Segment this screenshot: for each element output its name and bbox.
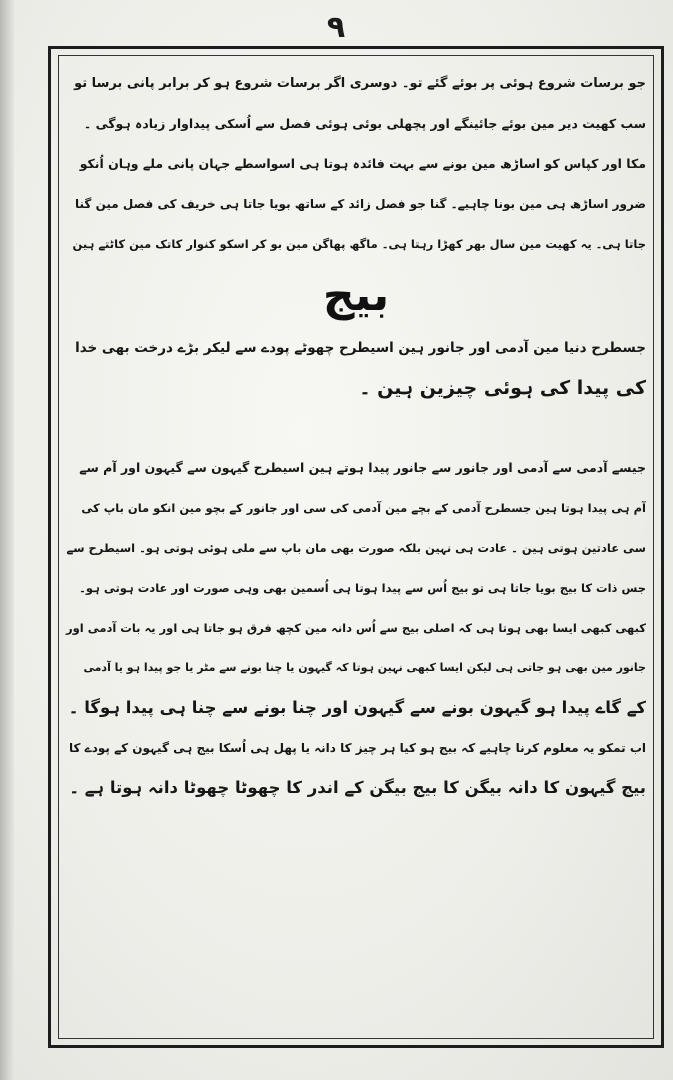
paragraph-2: [62, 328, 650, 408]
text-line: کی پیدا کی ہوئی چیزین ہین ۔: [359, 377, 646, 399]
paragraph-1: [62, 64, 650, 264]
page-number: ۹: [326, 10, 346, 45]
body-text: [62, 64, 650, 808]
text-line: جانور مین بھی ہو جاتی ہی لیکن ایسا کبھی نہین ہوتا کہ گیہون یا چنا بونے سے مٹر یا جو پیدا ہو یا آدمی: [83, 661, 646, 674]
section-heading: بیج: [322, 270, 390, 321]
text-line: سب کھیت دیر مین بوئے جائینگے اور پچھلی بوئی ہوئی فصل سے اُسکی پیداوار زیادہ ہوگی ۔: [83, 116, 646, 131]
paragraph-spacer: [62, 408, 650, 448]
text-line: ضرور اساڑھ ہی مین بونا چاہیے۔ گنا جو فصل زائد کے ساتھ بویا جاتا ہی خریف کی فصل مین گنا: [75, 197, 646, 211]
page-shadow-edge: [0, 0, 14, 1080]
text-line: جس ذات کا بیج بویا جاتا ہی تو بیج اُس سے پیدا ہوتا ہی اُسمین بھی وہی صورت اور عادت ہوتی ہو۔: [79, 581, 646, 595]
text-line: کبھی کبھی ایسا بھی ہوتا ہی کہ اصلی بیج سے اُس دانہ مین کچھ فرق ہو جاتا ہی اور یہ بات آدمی اور: [65, 621, 646, 635]
paragraph-4: [62, 728, 650, 808]
text-line: سی عادتین ہوتی ہین ۔ عادت ہی نہین بلکہ صورت بھی مان باپ سے ملی ہوئی ہوتی ہو۔ اسیطرح سے: [66, 541, 646, 555]
text-line: جاتا ہی۔ یہ کھیت مین سال بھر کھڑا رہتا ہی۔ ماگھ پھاگن مین بو کر اسکو کنوار کاتک مین کاٹتے ہین: [72, 237, 646, 251]
text-line: آم ہی پیدا ہوتا ہین جسطرح آدمی کے بچے مین آدمی کی سی اور جانور کے بچو مین انکو مان باپ کی: [81, 501, 646, 515]
text-line: جو برسات شروع ہوئی پر بوئے گئے تو۔ دوسری اگر برسات شروع ہو کر برابر پانی برسا تو: [74, 76, 646, 91]
paragraph-3: [62, 448, 650, 728]
text-line: کے گاے پیدا ہو گیہون بونے سے گیہون اور چنا بونے سے چنا ہی پیدا ہوگا ۔: [68, 698, 646, 717]
text-line: مکا اور کپاس کو اساڑھ مین بونے سے بہت فائدہ ہوتا ہی اسواسطے جہان پانی ملے وہان اُنکو: [79, 156, 646, 171]
text-line: بیج گیہون کا دانہ بیگن کا بیج بیگن کے اندر کا چھوٹا چھوٹا دانہ ہوتا ہے ۔: [69, 778, 646, 797]
text-line: جیسے آدمی سے آدمی اور جانور سے جانور پیدا ہوتے ہین اسیطرح گیہون سے گیہون اور آم سے: [79, 460, 646, 475]
text-line: اب تمکو یہ معلوم کرنا چاہیے کہ بیج ہو کیا ہر چیز کا دانہ یا پھل ہی اُسکا بیج ہی گیہون کے پودے کا: [69, 741, 646, 755]
text-line: جسطرح دنیا مین آدمی اور جانور ہین اسیطرح چھوٹے پودے سے لیکر بڑے درخت بھی خدا: [75, 340, 646, 356]
